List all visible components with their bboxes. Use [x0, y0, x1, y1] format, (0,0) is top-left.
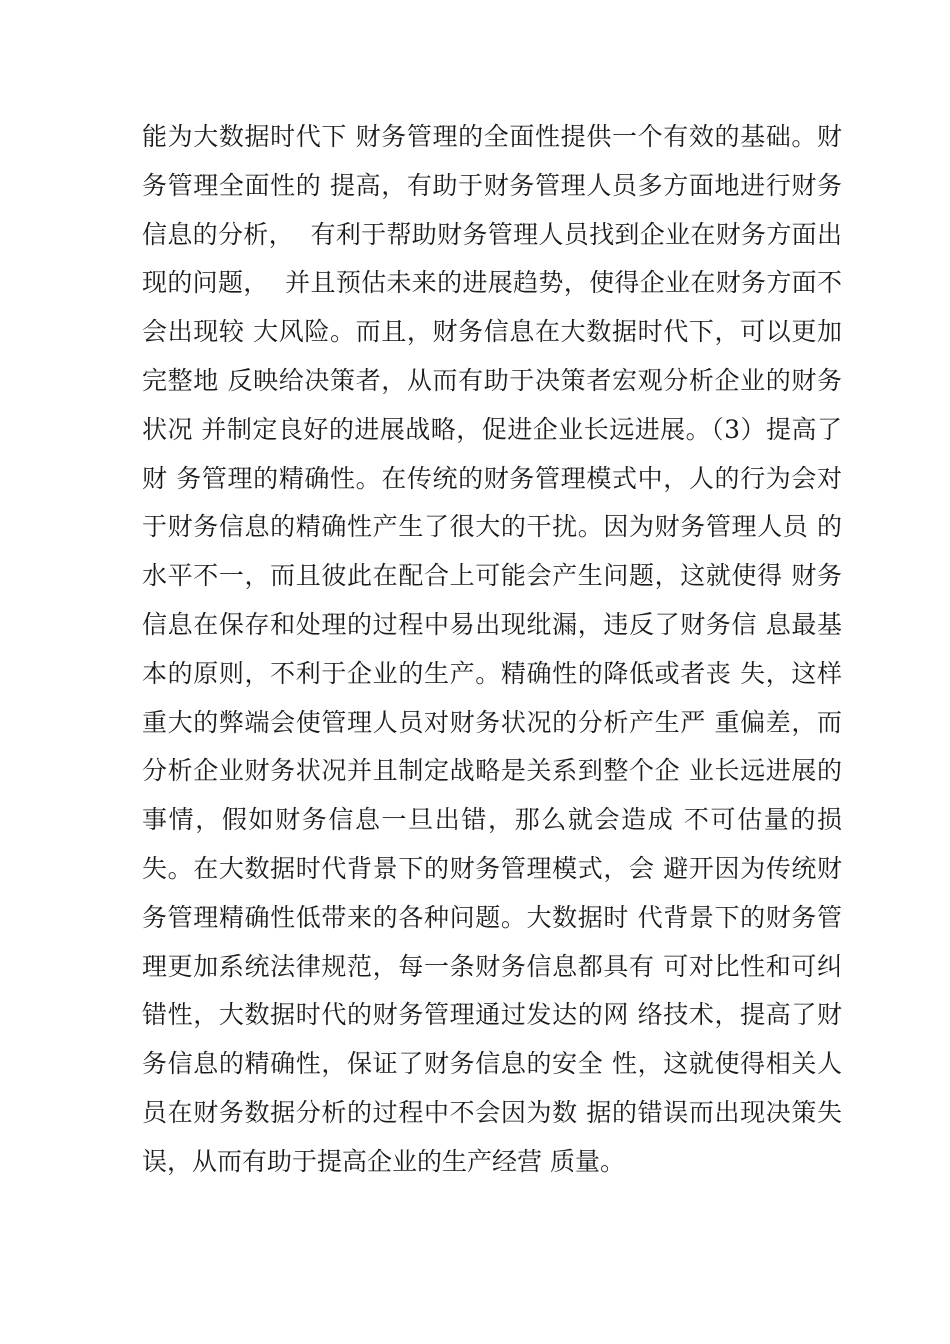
text-line: 务管理全面性的 提高，有助于财务管理人员多方面地进行财务	[142, 170, 842, 200]
text-line: 失。在大数据时代背景下的财务管理模式，会 避开因为传统财	[142, 853, 842, 883]
text-line: 现的问题， 并且预估未来的进展趋势，使得企业在财务方面不	[142, 268, 842, 298]
text-line: 理更加系统法律规范，每一条财务信息都具有 可对比性和可纠	[142, 951, 842, 981]
text-line: 事情，假如财务信息一旦出错，那么就会造成 不可估量的损	[142, 805, 842, 835]
text-line: 能为大数据时代下 财务管理的全面性提供一个有效的基础。财	[142, 122, 842, 151]
text-line: 重大的弊端会使管理人员对财务状况的分析产生严 重偏差，而	[142, 707, 842, 737]
text-line: 财 务管理的精确性。在传统的财务管理模式中，人的行为会对	[142, 463, 842, 493]
text-line: 会出现较 大风险。而且，财务信息在大数据时代下，可以更加	[142, 317, 842, 347]
text-line: 务管理精确性低带来的各种问题。大数据时 代背景下的财务管	[142, 902, 842, 932]
text-line: 于财务信息的精确性产生了很大的干扰。因为财务管理人员 的	[142, 512, 842, 542]
text-line: 错性，大数据时代的财务管理通过发达的网 络技术，提高了财	[142, 1000, 842, 1030]
text-line: 本的原则，不利于企业的生产。精确性的降低或者丧 失，这样	[142, 658, 842, 688]
text-line: 员在财务数据分析的过程中不会因为数 据的错误而出现决策失	[142, 1097, 842, 1127]
text-line: 状况 并制定良好的进展战略，促进企业长远进展。（3）提高了	[142, 414, 842, 444]
text-line: 信息在保存和处理的过程中易出现纰漏，违反了财务信 息最基	[142, 609, 842, 639]
text-line: 水平不一，而且彼此在配合上可能会产生问题，这就使得 财务	[142, 561, 842, 591]
text-line: 务信息的精确性，保证了财务信息的安全 性，这就使得相关人	[142, 1049, 842, 1079]
text-line: 信息的分析， 有利于帮助财务管理人员找到企业在财务方面出	[142, 219, 842, 249]
text-line-last: 误，从而有助于提高企业的生产经营 质量。	[142, 1146, 625, 1176]
text-line: 完整地 反映给决策者，从而有助于决策者宏观分析企业的财务	[142, 365, 842, 395]
body-paragraph	[142, 113, 842, 1187]
text-line: 分析企业财务状况并且制定战略是关系到整个企 业长远进展的	[142, 756, 842, 786]
